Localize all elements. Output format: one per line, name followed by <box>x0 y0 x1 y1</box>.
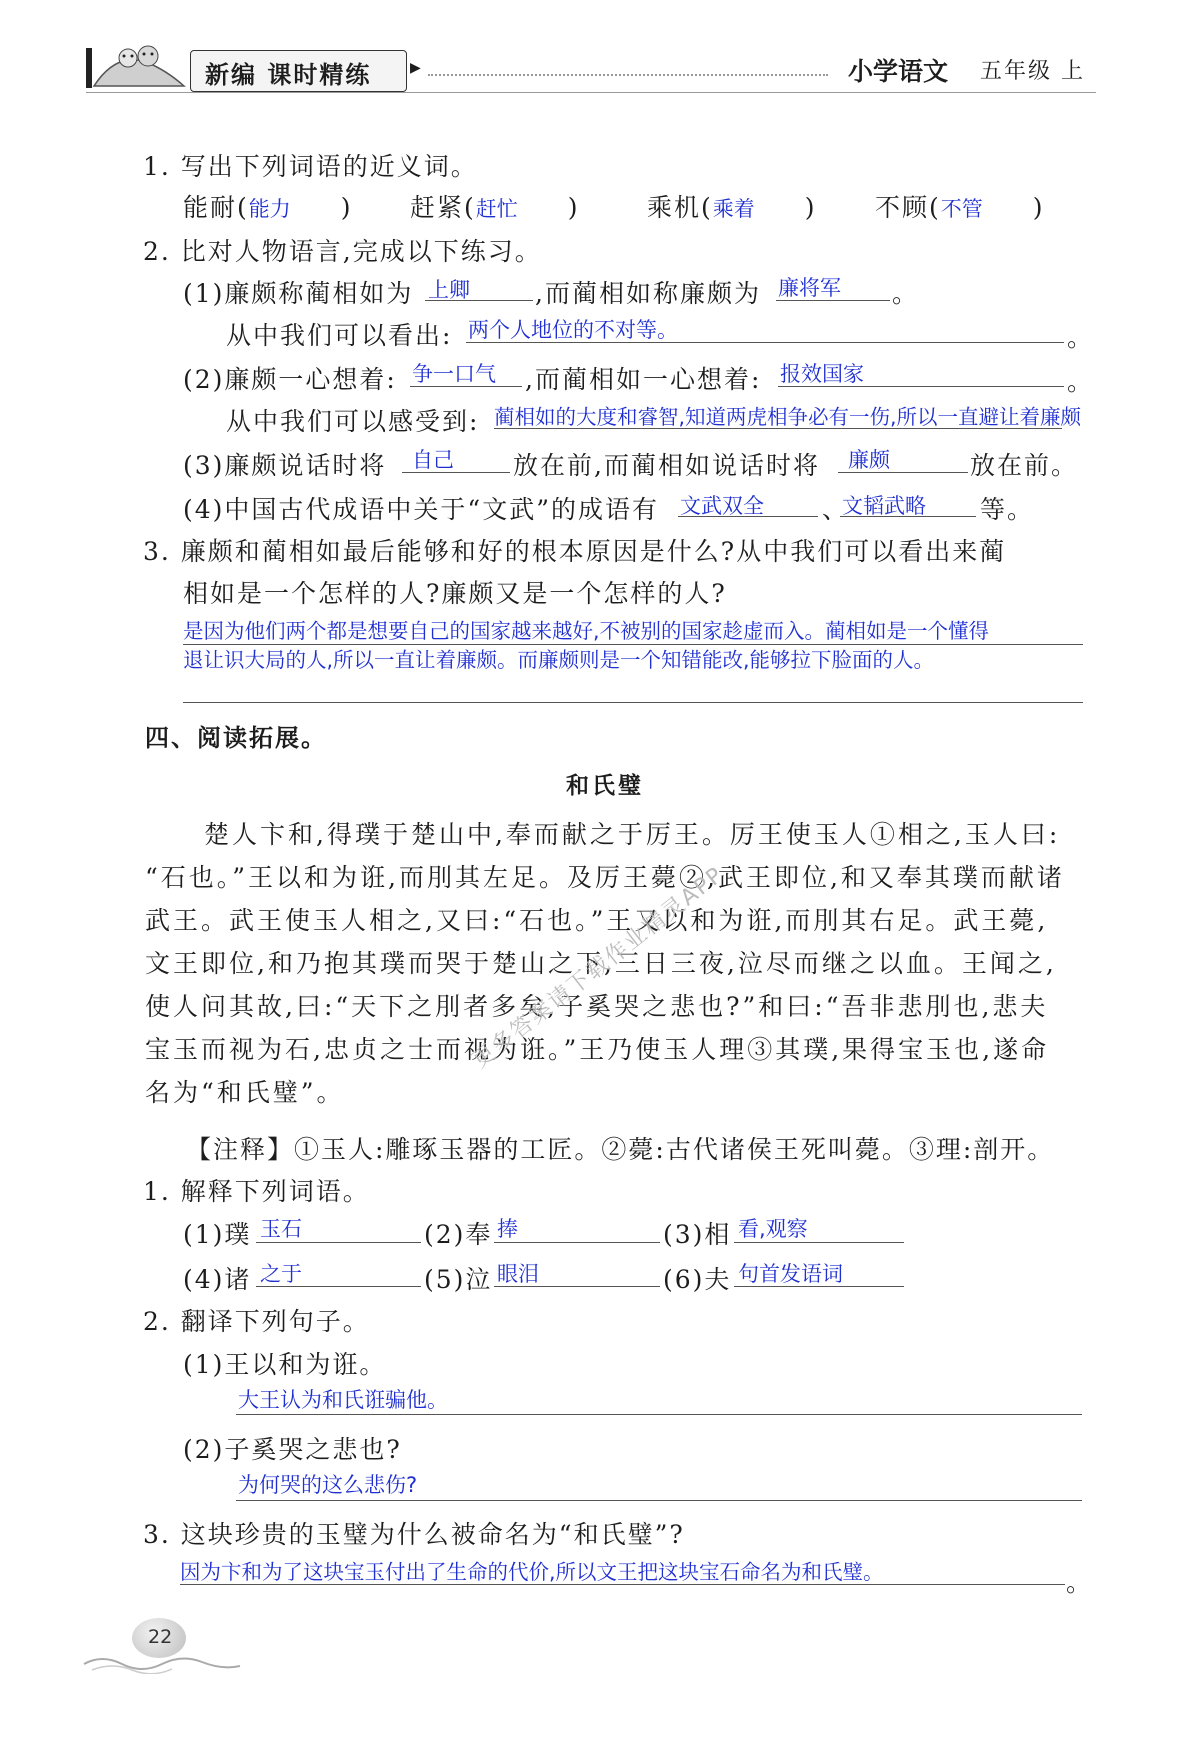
watermark: 更多答案请下载作业精灵APP <box>468 862 730 1074</box>
vocab-label: (3)相 <box>663 1220 732 1249</box>
vocab-label: (6)夫 <box>663 1265 732 1294</box>
s4-q3-prompt: 3. 这块珍贵的玉璧为什么被命名为“和氏璧”? <box>143 1520 685 1549</box>
q1-prompt: 1. 写出下列词语的近义词。 <box>143 152 478 181</box>
answer-line <box>256 1286 421 1287</box>
answer-text: 捧 <box>497 1217 518 1241</box>
answer-text: 退让识大局的人,所以一直让着廉颇。而廉颇则是一个知错能改,能够拉下脸面的人。 <box>183 648 935 672</box>
answer-text: 之于 <box>260 1262 302 1286</box>
answer-text: 大王认为和氏诳骗他。 <box>238 1388 448 1412</box>
answer-text: 赶忙 <box>475 197 518 221</box>
q2-part3-end: 放在前。 <box>970 451 1079 480</box>
q2-part4-sep: 、 <box>822 495 850 524</box>
page-number: 22 <box>148 1626 173 1648</box>
synonym-item: 乘机(乘着 ) <box>647 193 817 222</box>
answer-text: 蔺相如的大度和睿智,知道两虎相争必有一伤,所以一直避让着廉颇 <box>494 405 1082 429</box>
s4-q1-prompt: 1. 解释下列词语。 <box>143 1177 370 1206</box>
section4-heading: 四、阅读拓展。 <box>145 724 327 752</box>
header-dotted-rule <box>428 74 828 76</box>
header-book-graphic <box>86 42 186 90</box>
passage-line: “石也。”王以和为诳,而刖其左足。及厉王薨②,武王即位,和又奉其璞而献诸 <box>145 863 1065 892</box>
answer-text: 因为卞和为了这块宝玉付出了生命的代价,所以文王把这块宝石命名为和氏璧。 <box>180 1560 884 1584</box>
sentence-2: (2)子奚哭之悲也? <box>183 1435 402 1464</box>
answer-line <box>734 1286 904 1287</box>
answer-line <box>466 342 1064 343</box>
passage-line: 使人问其故,曰:“天下之刖者多矣,子奚哭之悲也?”和曰:“吾非悲刖也,悲夫 <box>145 992 1049 1021</box>
answer-text: 不管 <box>940 197 983 221</box>
vocab-label: (2)奉 <box>424 1220 493 1249</box>
q2-part4-end: 等。 <box>980 495 1035 524</box>
q2-part3-mid: 放在前,而蔺相如说话时将 <box>513 451 820 480</box>
s4-q2-prompt: 2. 翻译下列句子。 <box>143 1307 370 1336</box>
q2-part2-mid: ,而蔺相如一心想着: <box>525 365 762 394</box>
q2-part1-end: 。 <box>892 279 920 308</box>
passage-title: 和氏璧 <box>566 772 644 799</box>
passage-line: 名为“和氏璧”。 <box>145 1078 345 1107</box>
answer-text: 乘着 <box>712 197 755 221</box>
synonym-item: 不顾(不管 ) <box>875 193 1045 222</box>
answer-line <box>236 1500 1082 1501</box>
answer-text: 为何哭的这么悲伤? <box>238 1473 418 1497</box>
vocab-label: (5)泣 <box>424 1265 493 1294</box>
q2-part2: (2)廉颇一心想着: <box>183 365 397 394</box>
grade: 五年级 上 <box>980 59 1085 84</box>
answer-line <box>840 516 976 517</box>
answer-text: 报效国家 <box>780 362 864 386</box>
answer-text: 廉颇 <box>848 448 890 472</box>
answer-line <box>236 1414 1082 1415</box>
answer-line <box>678 516 818 517</box>
answer-text: 上卿 <box>428 278 470 302</box>
period: 。 <box>1067 323 1095 352</box>
q2-part2-end: 。 <box>1067 367 1095 396</box>
synonym-item: 赶紧(赶忙 ) <box>410 193 580 222</box>
period: 。 <box>1066 1568 1094 1597</box>
answer-line <box>425 300 533 301</box>
answer-line <box>778 386 1064 387</box>
q2-part4: (4)中国古代成语中关于“文武”的成语有 <box>183 495 659 524</box>
answer-text: 句首发语词 <box>738 1262 843 1286</box>
answer-text: 是因为他们两个都是想要自己的国家越来越好,不被别的国家趁虚而入。蔺相如是一个懂得 <box>183 619 990 643</box>
answer-line <box>180 1584 1065 1585</box>
answer-text: 玉石 <box>260 1217 302 1241</box>
passage-line: 武王。武王使玉人相之,又曰:“石也。”王又以和为诳,而刖其右足。武王薨, <box>145 906 1049 935</box>
answer-line <box>410 386 522 387</box>
page-wave-decoration <box>82 1650 242 1678</box>
q2-part1-see: 从中我们可以看出: <box>226 321 453 350</box>
vocab-label: (1)璞 <box>183 1220 252 1249</box>
notes: 【注释】①玉人:雕琢玉器的工匠。②薨:古代诸侯王死叫薨。③理:剖开。 <box>186 1135 1055 1164</box>
q3-prompt-line1: 3. 廉颇和蔺相如最后能够和好的根本原因是什么?从中我们可以看出来蔺 <box>143 537 1007 566</box>
sentence-1: (1)王以和为诳。 <box>183 1350 387 1379</box>
q2-part2-feel: 从中我们可以感受到: <box>226 407 480 436</box>
header-rule <box>86 92 1096 93</box>
passage-line: 文王即位,和乃抱其璞而哭于楚山之下,三日三夜,泣尽而继之以血。王闻之, <box>145 949 1057 978</box>
q2-part3: (3)廉颇说话时将 <box>183 451 387 480</box>
answer-line <box>494 428 1062 429</box>
answer-text: 廉将军 <box>778 276 841 300</box>
series-title: 新编 课时精练 <box>205 61 372 89</box>
answer-line <box>776 300 890 301</box>
header-arrow-icon: ▶ <box>410 60 421 76</box>
answer-text: 自己 <box>412 448 454 472</box>
vocab-label: (4)诸 <box>183 1265 252 1294</box>
answer-line <box>256 1242 421 1243</box>
answer-text: 眼泪 <box>497 1262 539 1286</box>
subject: 小学语文 <box>848 57 949 86</box>
answer-line <box>183 702 1083 703</box>
answer-text: 文武双全 <box>680 494 764 518</box>
answer-text: 争一口气 <box>412 362 496 386</box>
q2-part1-mid: ,而蔺相如称廉颇为 <box>535 279 761 308</box>
synonym-item: 能耐(能力 ) <box>183 193 353 222</box>
q2-prompt: 2. 比对人物语言,完成以下练习。 <box>143 237 542 266</box>
answer-text: 文韬武略 <box>842 494 926 518</box>
passage-line: 楚人卞和,得璞于楚山中,奉而献之于厉王。厉王使玉人①相之,玉人曰: <box>204 820 1061 849</box>
answer-line <box>494 1242 660 1243</box>
q2-part1: (1)廉颇称蔺相如为 <box>183 279 414 308</box>
answer-line <box>838 472 968 473</box>
answer-text: 能力 <box>248 197 291 221</box>
answer-line <box>494 1286 660 1287</box>
passage-line: 宝玉而视为石,忠贞之士而视为诳。”王乃使玉人理③其璞,果得宝玉也,遂命 <box>145 1035 1050 1064</box>
answer-text: 两个人地位的不对等。 <box>468 318 678 342</box>
answer-text: 看,观察 <box>738 1217 808 1241</box>
answer-line <box>734 1242 904 1243</box>
answer-line <box>402 472 510 473</box>
q3-prompt-line2: 相如是一个怎样的人?廉颇又是一个怎样的人? <box>183 579 727 608</box>
